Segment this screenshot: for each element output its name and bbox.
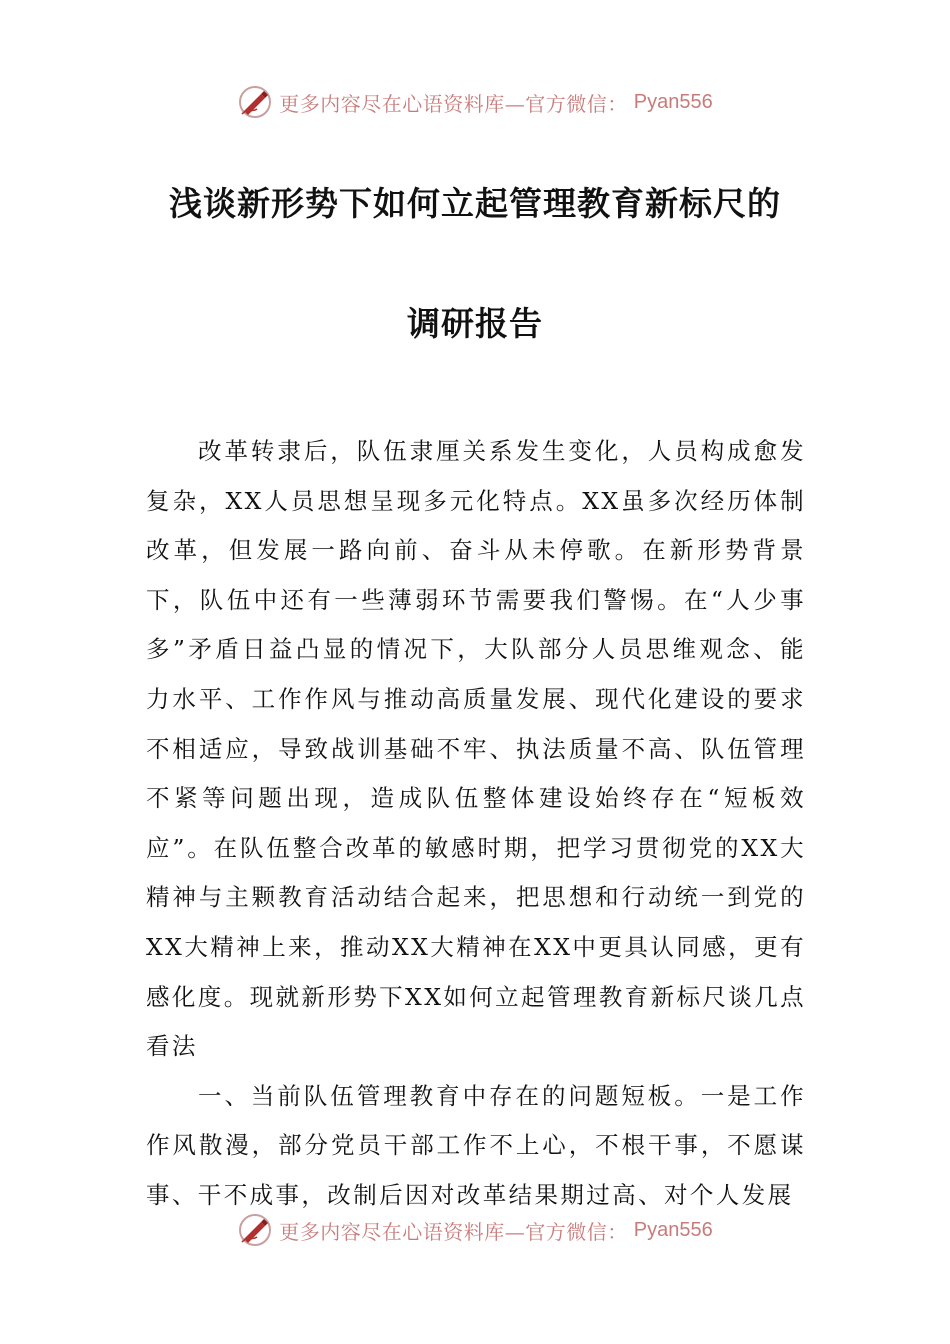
pen-logo-icon [237,84,273,120]
watermark-text: 更多内容尽在心语资料库—官方微信： [279,1219,628,1244]
document-title-line-2: 调研报告 [407,304,543,343]
document-body [146,427,806,1221]
watermark-wechat-id: Pyan556 [633,90,713,113]
watermark-wechat-id: Pyan556 [633,1218,713,1241]
watermark-footer [0,1208,950,1252]
document-title-line-1: 浅谈新形势下如何立起管理教育新标尺的 [169,184,781,223]
pen-logo-icon [237,1212,273,1248]
watermark-header [0,80,950,124]
watermark-text: 更多内容尽在心语资料库—官方微信： [279,91,628,116]
paragraph-section-one: 一、当前队伍管理教育中存在的问题短板。一是工作作风散漫，部分党员干部工作不上心，不根干事，不愿谋事、干不成事，改制后因对改革结果期过高、对个人发展 [146,1081,806,1209]
paragraph-intro: 改革转隶后，队伍隶厘关系发生变化，人员构成愈发复杂，XX人员思想呈现多元化特点。XX虽多次经历体制改革，但发展一路向前、奋斗从未停歌。在新形势背景下，队伍中还有一些薄弱环节需要我们警惕。在“人少事多”矛盾日益凸显的情况下，大队部分人员思维观念、能力水平、工作作风与推动高质量发展、现代化建设的要求不相适应，导致战训基础不牢、执法质量不高、队伍管理不紧等问题出现，造成队伍整体建设始终存在“短板效应”。在队伍整合改革的敏感时期，把学习贯彻党的XX大精神与主颗教育活动结合起来，把思想和行动统一到党的XX大精神上来，推动XX大精神在XX中更具认同感，更有感化度。现就新形势下XX如何立起管理教育新标尺谈几点看法 [146,437,806,1061]
